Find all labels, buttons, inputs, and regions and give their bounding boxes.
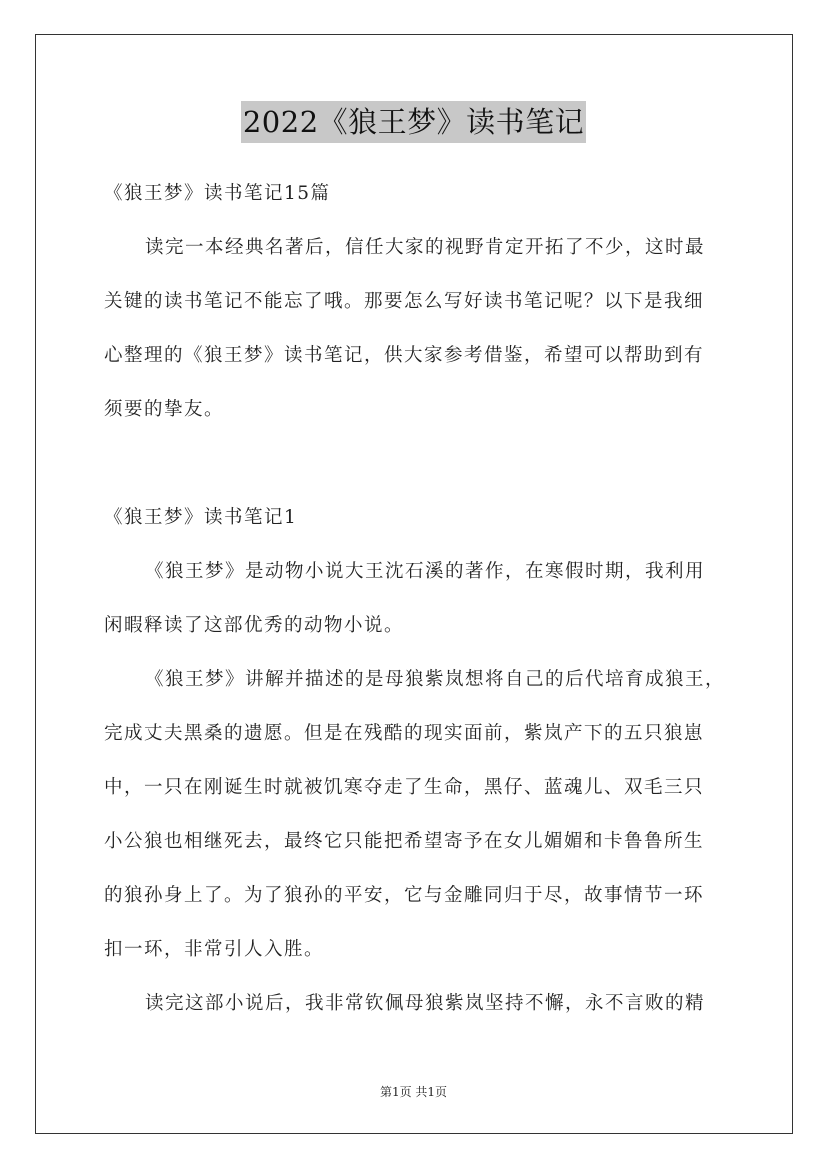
- intro-line: 关键的读书笔记不能忘了哦。那要怎么写好读书笔记呢？以下是我细: [104, 291, 705, 312]
- paragraph-line: 小公狼也相继死去，最终它只能把希望寄予在女儿媚媚和卡鲁鲁所生: [104, 831, 705, 852]
- intro-line: 须要的挚友。: [104, 399, 225, 420]
- paragraph-line: 《狼王梦》是动物小说大王沈石溪的著作，在寒假时期，我利用: [145, 561, 706, 582]
- title-container: [0, 101, 827, 143]
- document-title: 2022《狼王梦》读书笔记: [241, 101, 586, 143]
- intro-line: 读完一本经典名著后，信任大家的视野肯定开拓了不少，这时最: [145, 237, 706, 258]
- paragraph-line: 的狼孙身上了。为了狼孙的平安，它与金雕同归于尽，故事情节一环: [104, 885, 705, 906]
- paragraph-line: 中，一只在刚诞生时就被饥寒夺走了生命，黑仔、蓝魂儿、双毛三只: [104, 777, 705, 798]
- intro-line: 心整理的《狼王梦》读书笔记，供大家参考借鉴，希望可以帮助到有: [104, 345, 705, 366]
- paragraph-line: 读完这部小说后，我非常钦佩母狼紫岚坚持不懈，永不言败的精: [145, 993, 706, 1014]
- section-heading: 《狼王梦》读书笔记1: [104, 507, 298, 528]
- page-number: 第1页 共1页: [379, 1085, 448, 1099]
- paragraph-line: 闲暇释读了这部优秀的动物小说。: [104, 615, 405, 636]
- paragraph-line: 《狼王梦》讲解并描述的是母狼紫岚想将自己的后代培育成狼王，: [145, 669, 726, 690]
- paragraph-line: 扣一环，非常引人入胜。: [104, 939, 325, 960]
- document-subtitle: 《狼王梦》读书笔记15篇: [104, 183, 331, 204]
- paragraph-line: 完成丈夫黑桑的遗愿。但是在残酷的现实面前，紫岚产下的五只狼崽: [104, 723, 705, 744]
